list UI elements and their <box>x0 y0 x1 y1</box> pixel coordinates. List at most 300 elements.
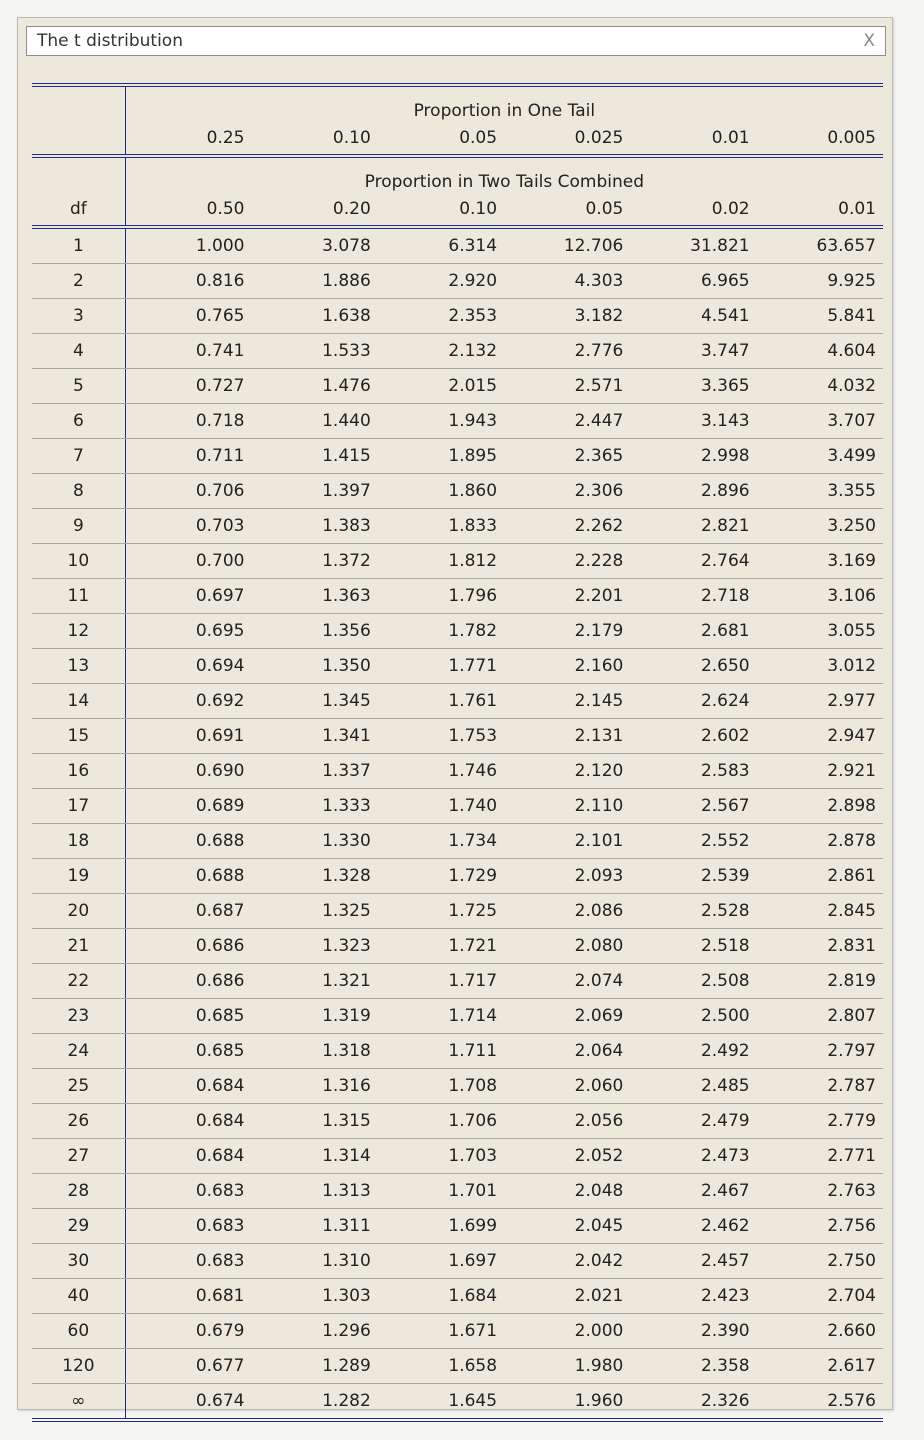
critical-value-cell: 2.764 <box>630 544 756 579</box>
critical-value-cell: 1.000 <box>125 227 251 264</box>
table-row <box>32 824 883 859</box>
critical-value-cell: 0.681 <box>125 1279 251 1314</box>
critical-value-cell: 1.356 <box>251 614 377 649</box>
critical-value-cell: 1.314 <box>251 1139 377 1174</box>
critical-value-cell: 1.476 <box>251 369 377 404</box>
two-tail-header: 0.05 <box>504 192 630 227</box>
critical-value-cell: 12.706 <box>504 227 630 264</box>
critical-value-cell: 2.771 <box>757 1139 883 1174</box>
critical-value-cell: 1.895 <box>378 439 504 474</box>
df-cell: 16 <box>32 754 125 789</box>
critical-value-cell: 0.694 <box>125 649 251 684</box>
critical-value-cell: 2.132 <box>378 334 504 369</box>
critical-value-cell: 2.576 <box>827 1391 876 1411</box>
critical-value-cell: 6.965 <box>630 264 756 299</box>
critical-value-cell: 1.943 <box>378 404 504 439</box>
df-cell: 18 <box>32 824 125 859</box>
one-tail-header: 0.05 <box>378 121 504 156</box>
table-body <box>32 227 883 1420</box>
table-row <box>32 369 883 404</box>
critical-value-cell: 2.467 <box>630 1174 756 1209</box>
critical-value-cell: 0.684 <box>125 1069 251 1104</box>
critical-value-cell: 1.706 <box>378 1104 504 1139</box>
critical-value-cell: 2.080 <box>504 929 630 964</box>
df-cell: 23 <box>32 999 125 1034</box>
header-blank-cell <box>32 85 125 121</box>
critical-value-cell: 1.318 <box>251 1034 377 1069</box>
critical-value-cell: 2.056 <box>504 1104 630 1139</box>
table-row <box>32 264 883 299</box>
critical-value-cell: 2.797 <box>757 1034 883 1069</box>
critical-value-cell: 1.725 <box>378 894 504 929</box>
one-tail-header: 0.025 <box>504 121 630 156</box>
critical-value-cell: 2.074 <box>504 964 630 999</box>
critical-value-cell: 3.055 <box>757 614 883 649</box>
critical-value-cell: 2.042 <box>504 1244 630 1279</box>
one-tail-header: 0.10 <box>251 121 377 156</box>
critical-value-cell: 2.358 <box>630 1349 756 1384</box>
one-tail-header: 0.25 <box>125 121 251 156</box>
critical-value-cell: 1.721 <box>378 929 504 964</box>
two-tail-header: 0.01 <box>757 192 883 227</box>
critical-value-cell: 1.761 <box>378 684 504 719</box>
table-row <box>32 579 883 614</box>
critical-value-cell: 2.015 <box>378 369 504 404</box>
table-row <box>32 1279 883 1314</box>
critical-value-cell: 2.552 <box>630 824 756 859</box>
two-tail-header: 0.20 <box>251 192 377 227</box>
df-cell: 28 <box>32 1174 125 1209</box>
critical-value-cell: 3.499 <box>757 439 883 474</box>
critical-value-cell: 3.182 <box>504 299 630 334</box>
critical-value-cell: 1.328 <box>251 859 377 894</box>
df-cell: 10 <box>32 544 125 579</box>
critical-value-cell: 1.313 <box>251 1174 377 1209</box>
critical-value-cell: 0.685 <box>125 999 251 1034</box>
critical-value-cell: 2.518 <box>630 929 756 964</box>
two-tail-header: 0.02 <box>630 192 756 227</box>
critical-value-cell: 1.771 <box>378 649 504 684</box>
critical-value-cell: 2.528 <box>630 894 756 929</box>
critical-value-cell: 1.697 <box>378 1244 504 1279</box>
critical-value-cell: 0.688 <box>125 859 251 894</box>
critical-value-cell: 2.101 <box>504 824 630 859</box>
df-cell: 17 <box>32 789 125 824</box>
critical-value-cell: 1.714 <box>378 999 504 1034</box>
critical-value-cell: 2.131 <box>504 719 630 754</box>
critical-value-cell: 3.078 <box>251 227 377 264</box>
table-row <box>32 894 883 929</box>
critical-value-cell: 2.326 <box>700 1391 750 1411</box>
critical-value-cell: 1.363 <box>251 579 377 614</box>
df-cell: 2 <box>32 264 125 299</box>
critical-value-cell: 1.782 <box>378 614 504 649</box>
critical-value-cell: 0.706 <box>125 474 251 509</box>
two-tail-header: 0.10 <box>378 192 504 227</box>
critical-value-cell: 1.711 <box>378 1034 504 1069</box>
critical-value-cell: 2.069 <box>504 999 630 1034</box>
critical-value-cell: 3.365 <box>630 369 756 404</box>
critical-value-cell: 0.697 <box>125 579 251 614</box>
critical-value-cell: 1.321 <box>251 964 377 999</box>
critical-value-cell: 0.695 <box>125 614 251 649</box>
df-cell: 22 <box>32 964 125 999</box>
critical-value-cell: 2.779 <box>757 1104 883 1139</box>
table-row <box>32 1139 883 1174</box>
table-row <box>32 754 883 789</box>
critical-value-cell: 1.415 <box>251 439 377 474</box>
critical-value-cell: 0.683 <box>125 1244 251 1279</box>
table-row <box>32 614 883 649</box>
table-row <box>32 789 883 824</box>
critical-value-cell: 2.064 <box>504 1034 630 1069</box>
table-row <box>32 649 883 684</box>
table-row <box>32 509 883 544</box>
critical-value-cell: 1.734 <box>378 824 504 859</box>
two-tail-header: 0.50 <box>125 192 251 227</box>
header-blank-cell <box>32 121 125 156</box>
critical-value-cell: 1.337 <box>251 754 377 789</box>
df-cell: 20 <box>32 894 125 929</box>
critical-value-cell: 0.727 <box>125 369 251 404</box>
two-tail-values-row <box>32 192 883 227</box>
critical-value-cell: 2.650 <box>630 649 756 684</box>
df-cell: 29 <box>32 1209 125 1244</box>
critical-value-cell: 0.690 <box>125 754 251 789</box>
df-cell: 7 <box>32 439 125 474</box>
critical-value-cell: 0.711 <box>125 439 251 474</box>
critical-value-cell: 2.110 <box>504 789 630 824</box>
critical-value-cell: 5.841 <box>757 299 883 334</box>
critical-value-cell: 1.289 <box>251 1349 377 1384</box>
critical-value-cell: 2.086 <box>504 894 630 929</box>
critical-value-cell: 0.684 <box>125 1139 251 1174</box>
table-row <box>32 1384 883 1421</box>
critical-value-cell: 31.821 <box>630 227 756 264</box>
table-row <box>32 1104 883 1139</box>
critical-value-cell: 2.602 <box>630 719 756 754</box>
critical-value-cell: 1.740 <box>378 789 504 824</box>
critical-value-cell: 0.683 <box>125 1174 251 1209</box>
critical-value-cell: 0.816 <box>125 264 251 299</box>
df-cell: 6 <box>32 404 125 439</box>
df-cell: 21 <box>32 929 125 964</box>
df-cell: 3 <box>32 299 125 334</box>
critical-value-cell: 0.689 <box>125 789 251 824</box>
table-row <box>32 299 883 334</box>
critical-value-cell: 1.323 <box>251 929 377 964</box>
table-row <box>32 1209 883 1244</box>
critical-value-cell: 1.316 <box>251 1069 377 1104</box>
critical-value-cell: 3.106 <box>757 579 883 614</box>
critical-value-cell: 0.691 <box>125 719 251 754</box>
critical-value-cell: 4.303 <box>504 264 630 299</box>
critical-value-cell: 1.330 <box>251 824 377 859</box>
critical-value-cell: 2.485 <box>630 1069 756 1104</box>
df-cell: 14 <box>32 684 125 719</box>
critical-value-cell: 1.708 <box>378 1069 504 1104</box>
critical-value-cell: 2.447 <box>504 404 630 439</box>
one-tail-header: 0.01 <box>630 121 756 156</box>
table-row <box>32 1244 883 1279</box>
critical-value-cell: 1.658 <box>378 1349 504 1384</box>
df-cell: 13 <box>32 649 125 684</box>
critical-value-cell: 0.677 <box>125 1349 251 1384</box>
table-row <box>32 544 883 579</box>
critical-value-cell: 0.765 <box>125 299 251 334</box>
critical-value-cell: 1.296 <box>251 1314 377 1349</box>
df-cell: 8 <box>32 474 125 509</box>
critical-value-cell: 1.310 <box>251 1244 377 1279</box>
critical-value-cell: 2.831 <box>757 929 883 964</box>
df-cell: ∞ <box>32 1384 125 1421</box>
critical-value-cell: 1.671 <box>378 1314 504 1349</box>
critical-value-cell: 1.753 <box>378 719 504 754</box>
df-cell: 4 <box>32 334 125 369</box>
critical-value-cell: 1.833 <box>378 509 504 544</box>
df-cell: 25 <box>32 1069 125 1104</box>
critical-value-cell: 0.718 <box>125 404 251 439</box>
table-row <box>32 859 883 894</box>
df-cell: 27 <box>32 1139 125 1174</box>
df-cell: 19 <box>32 859 125 894</box>
critical-value-cell: 2.787 <box>757 1069 883 1104</box>
critical-value-cell: 2.718 <box>630 579 756 614</box>
df-cell: 12 <box>32 614 125 649</box>
critical-value-cell: 6.314 <box>378 227 504 264</box>
critical-value-cell: 0.688 <box>125 824 251 859</box>
table-row <box>32 684 883 719</box>
critical-value-cell: 2.262 <box>504 509 630 544</box>
table-row <box>32 999 883 1034</box>
critical-value-cell: 2.756 <box>757 1209 883 1244</box>
table-row <box>32 1069 883 1104</box>
critical-value-cell: 2.000 <box>504 1314 630 1349</box>
critical-value-cell: 2.052 <box>504 1139 630 1174</box>
critical-value-cell: 2.201 <box>504 579 630 614</box>
critical-value-cell: 1.703 <box>378 1139 504 1174</box>
table-row <box>32 1314 883 1349</box>
critical-value-cell: 1.440 <box>251 404 377 439</box>
critical-value-cell: 0.703 <box>125 509 251 544</box>
critical-value-cell: 2.878 <box>757 824 883 859</box>
critical-value-cell: 2.776 <box>504 334 630 369</box>
critical-value-cell: 1.315 <box>251 1104 377 1139</box>
critical-value-cell: 2.819 <box>757 964 883 999</box>
critical-value-cell: 2.567 <box>630 789 756 824</box>
critical-value-cell: 2.763 <box>757 1174 883 1209</box>
critical-value-cell: 1.796 <box>378 579 504 614</box>
critical-value-cell: 1.319 <box>251 999 377 1034</box>
critical-value-cell: 4.541 <box>630 299 756 334</box>
critical-value-cell: 2.093 <box>504 859 630 894</box>
critical-value-cell: 0.674 <box>195 1391 245 1411</box>
critical-value-cell: 2.060 <box>504 1069 630 1104</box>
critical-value-cell: 2.821 <box>630 509 756 544</box>
critical-value-cell: 2.457 <box>630 1244 756 1279</box>
one-tail-caption: Proportion in One Tail <box>125 85 883 121</box>
title-bar <box>26 26 886 56</box>
critical-value-cell: 0.687 <box>125 894 251 929</box>
close-button[interactable]: X <box>863 31 875 51</box>
critical-value-cell: 3.012 <box>757 649 883 684</box>
critical-value-cell: 2.423 <box>630 1279 756 1314</box>
critical-value-cell: 1.860 <box>378 474 504 509</box>
critical-value-cell: 0.686 <box>125 929 251 964</box>
critical-value-cell: 1.645 <box>448 1391 498 1411</box>
critical-value-cell: 2.977 <box>757 684 883 719</box>
critical-value-cell: 0.692 <box>125 684 251 719</box>
critical-value-cell: 2.920 <box>378 264 504 299</box>
table-row <box>32 474 883 509</box>
critical-value-cell: 2.571 <box>504 369 630 404</box>
critical-value-cell: 2.306 <box>504 474 630 509</box>
df-cell: 30 <box>32 1244 125 1279</box>
critical-value-cell: 3.355 <box>757 474 883 509</box>
critical-value-cell: 1.701 <box>378 1174 504 1209</box>
critical-value-cell: 1.341 <box>251 719 377 754</box>
critical-value-cell: 2.583 <box>630 754 756 789</box>
one-tail-values-row <box>32 121 883 156</box>
critical-value-cell: 2.508 <box>630 964 756 999</box>
critical-value-cell: 0.683 <box>125 1209 251 1244</box>
df-cell: 26 <box>32 1104 125 1139</box>
critical-value-cell: 2.353 <box>378 299 504 334</box>
t-distribution-table <box>32 83 883 1422</box>
critical-value-cell: 1.980 <box>504 1349 630 1384</box>
df-cell: 9 <box>32 509 125 544</box>
critical-value-cell: 2.390 <box>630 1314 756 1349</box>
table-row <box>32 929 883 964</box>
df-cell: 11 <box>32 579 125 614</box>
critical-value-cell: 1.812 <box>378 544 504 579</box>
critical-value-cell: 2.898 <box>757 789 883 824</box>
critical-value-cell: 2.021 <box>504 1279 630 1314</box>
critical-value-cell: 2.947 <box>757 719 883 754</box>
critical-value-cell: 2.228 <box>504 544 630 579</box>
critical-value-cell: 0.741 <box>125 334 251 369</box>
critical-value-cell: 2.120 <box>504 754 630 789</box>
critical-value-cell: 1.303 <box>251 1279 377 1314</box>
critical-value-cell: 2.807 <box>757 999 883 1034</box>
critical-value-cell: 2.365 <box>504 439 630 474</box>
critical-value-cell: 2.179 <box>504 614 630 649</box>
critical-value-cell: 1.886 <box>251 264 377 299</box>
critical-value-cell: 1.533 <box>251 334 377 369</box>
critical-value-cell: 1.684 <box>378 1279 504 1314</box>
dialog-title: The t distribution <box>37 31 183 51</box>
critical-value-cell: 2.624 <box>630 684 756 719</box>
critical-value-cell: 0.700 <box>125 544 251 579</box>
critical-value-cell: 3.707 <box>757 404 883 439</box>
critical-value-cell: 2.500 <box>630 999 756 1034</box>
critical-value-cell: 0.679 <box>125 1314 251 1349</box>
table-row <box>32 1349 883 1384</box>
critical-value-cell: 2.462 <box>630 1209 756 1244</box>
header-blank-cell <box>32 156 125 192</box>
critical-value-cell: 2.048 <box>504 1174 630 1209</box>
critical-value-cell: 1.960 <box>574 1391 624 1411</box>
t-distribution-dialog <box>17 17 893 1410</box>
table-row <box>32 334 883 369</box>
critical-value-cell: 2.896 <box>630 474 756 509</box>
table-row <box>32 1034 883 1069</box>
two-tail-caption: Proportion in Two Tails Combined <box>364 172 645 192</box>
critical-value-cell: 3.747 <box>630 334 756 369</box>
one-tail-caption-row <box>32 85 883 121</box>
critical-value-cell: 1.311 <box>251 1209 377 1244</box>
t-table-container <box>32 83 883 1422</box>
critical-value-cell: 9.925 <box>757 264 883 299</box>
df-cell: 40 <box>32 1279 125 1314</box>
critical-value-cell: 2.479 <box>630 1104 756 1139</box>
critical-value-cell: 2.921 <box>757 754 883 789</box>
critical-value-cell: 2.492 <box>630 1034 756 1069</box>
critical-value-cell: 1.397 <box>251 474 377 509</box>
critical-value-cell: 1.699 <box>378 1209 504 1244</box>
critical-value-cell: 0.686 <box>125 964 251 999</box>
critical-value-cell: 1.383 <box>251 509 377 544</box>
critical-value-cell: 4.604 <box>757 334 883 369</box>
df-header: df <box>32 192 125 227</box>
critical-value-cell: 1.746 <box>378 754 504 789</box>
one-tail-header: 0.005 <box>757 121 883 156</box>
critical-value-cell: 2.861 <box>757 859 883 894</box>
critical-value-cell: 1.717 <box>378 964 504 999</box>
critical-value-cell: 4.032 <box>757 369 883 404</box>
critical-value-cell: 0.685 <box>125 1034 251 1069</box>
critical-value-cell: 2.998 <box>630 439 756 474</box>
critical-value-cell: 3.169 <box>757 544 883 579</box>
critical-value-cell: 2.704 <box>757 1279 883 1314</box>
table-row <box>32 227 883 264</box>
table-row <box>32 1174 883 1209</box>
critical-value-cell: 2.473 <box>630 1139 756 1174</box>
critical-value-cell: 1.345 <box>251 684 377 719</box>
critical-value-cell: 2.845 <box>757 894 883 929</box>
critical-value-cell: 1.729 <box>378 859 504 894</box>
df-cell: 1 <box>32 227 125 264</box>
df-cell: 24 <box>32 1034 125 1069</box>
critical-value-cell: 0.684 <box>125 1104 251 1139</box>
critical-value-cell: 1.282 <box>322 1391 371 1411</box>
df-cell: 15 <box>32 719 125 754</box>
table-row <box>32 439 883 474</box>
table-row <box>32 719 883 754</box>
critical-value-cell: 1.350 <box>251 649 377 684</box>
critical-value-cell: 3.143 <box>630 404 756 439</box>
table-row <box>32 404 883 439</box>
critical-value-cell: 1.638 <box>251 299 377 334</box>
critical-value-cell: 63.657 <box>757 227 883 264</box>
critical-value-cell: 1.325 <box>251 894 377 929</box>
critical-value-cell: 1.372 <box>251 544 377 579</box>
df-cell: 120 <box>32 1349 125 1384</box>
critical-value-cell: 2.539 <box>630 859 756 894</box>
critical-value-cell: 2.617 <box>757 1349 883 1384</box>
df-cell: 60 <box>32 1314 125 1349</box>
critical-value-cell: 2.660 <box>757 1314 883 1349</box>
critical-value-cell: 2.160 <box>504 649 630 684</box>
critical-value-cell: 2.145 <box>504 684 630 719</box>
critical-value-cell: 3.250 <box>757 509 883 544</box>
critical-value-cell: 2.750 <box>757 1244 883 1279</box>
critical-value-cell: 2.045 <box>504 1209 630 1244</box>
table-row <box>32 964 883 999</box>
critical-value-cell: 2.681 <box>630 614 756 649</box>
two-tail-caption-row <box>32 156 883 192</box>
critical-value-cell: 1.333 <box>251 789 377 824</box>
